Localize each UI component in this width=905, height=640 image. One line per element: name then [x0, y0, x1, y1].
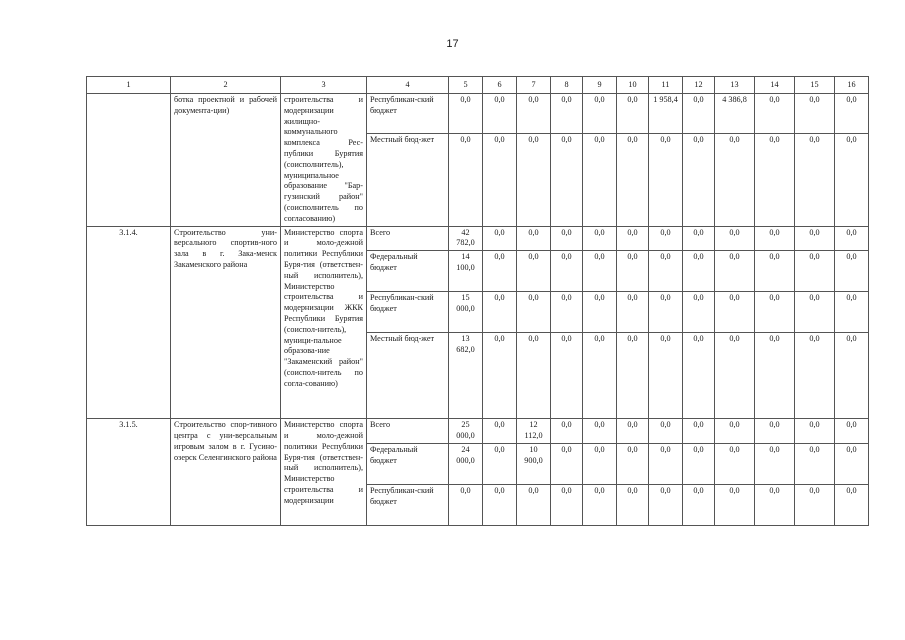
- funding-value: 0,0: [683, 94, 715, 134]
- funding-source: Республикан-ский бюджет: [367, 94, 449, 134]
- column-number: 6: [483, 77, 517, 94]
- funding-value: 0,0: [483, 251, 517, 292]
- item-code: 3.1.4.: [87, 226, 171, 419]
- funding-value: 0,0: [649, 484, 683, 525]
- funding-value: 0,0: [795, 251, 835, 292]
- funding-value: 0,0: [617, 134, 649, 226]
- funding-value: 0,0: [715, 333, 755, 419]
- funding-value: 0,0: [715, 134, 755, 226]
- funding-source: Федеральный бюджет: [367, 443, 449, 484]
- funding-value: 0,0: [617, 292, 649, 333]
- funding-value: 0,0: [795, 443, 835, 484]
- funding-value: 0,0: [835, 94, 869, 134]
- funding-value: 0,0: [649, 333, 683, 419]
- funding-value: 0,0: [683, 226, 715, 251]
- funding-value: 0,0: [715, 292, 755, 333]
- funding-value: 0,0: [835, 419, 869, 444]
- funding-value: 0,0: [755, 419, 795, 444]
- funding-value: 0,0: [483, 94, 517, 134]
- funding-value: 0,0: [795, 226, 835, 251]
- funding-value: 0,0: [795, 484, 835, 525]
- table-row: [87, 94, 869, 134]
- funding-value: 0,0: [835, 292, 869, 333]
- funding-value: 0,0: [795, 292, 835, 333]
- funding-value: 12 112,0: [517, 419, 551, 444]
- page-number: 17: [446, 38, 459, 50]
- column-number: 5: [449, 77, 483, 94]
- funding-value: 0,0: [617, 443, 649, 484]
- funding-value: 0,0: [755, 251, 795, 292]
- column-number: 7: [517, 77, 551, 94]
- funding-value: 0,0: [517, 251, 551, 292]
- funding-value: 10 900,0: [517, 443, 551, 484]
- funding-value: 0,0: [683, 292, 715, 333]
- item-executor: строительства и модернизации жилищно-коммунального комплекса Рес-публики Бурятия (соисполнитель), муниципальное образование "Бар-гузинский район" (соисполнитель по согласованию): [281, 94, 367, 227]
- funding-value: 0,0: [583, 134, 617, 226]
- funding-value: 0,0: [755, 134, 795, 226]
- funding-value: 0,0: [755, 94, 795, 134]
- funding-value: 0,0: [517, 292, 551, 333]
- funding-value: 0,0: [755, 226, 795, 251]
- funding-value: 0,0: [835, 251, 869, 292]
- funding-value: 0,0: [617, 484, 649, 525]
- funding-value: 0,0: [583, 419, 617, 444]
- item-executor: Министерство спорта и моло-дежной политики Республики Буря-тия (ответствен-ный исполнитель), Министерство строительства и модернизации ЖКК Республики Бурятия (соиспол-нитель), муници-пальное образова-ние "Закаменский район" (соиспол-нитель по согла-сованию): [281, 226, 367, 419]
- funding-source: Местный бюд-жет: [367, 333, 449, 419]
- funding-value: 0,0: [583, 292, 617, 333]
- funding-value: 13 682,0: [449, 333, 483, 419]
- funding-value: 0,0: [715, 419, 755, 444]
- funding-value: 0,0: [583, 484, 617, 525]
- funding-value: 0,0: [483, 226, 517, 251]
- column-number: 9: [583, 77, 617, 94]
- funding-value: 0,0: [551, 94, 583, 134]
- funding-value: 0,0: [617, 251, 649, 292]
- funding-value: 0,0: [551, 134, 583, 226]
- funding-value: 0,0: [683, 134, 715, 226]
- funding-value: 0,0: [617, 94, 649, 134]
- funding-value: 15 000,0: [449, 292, 483, 333]
- funding-value: 0,0: [795, 94, 835, 134]
- funding-value: 0,0: [449, 94, 483, 134]
- funding-value: 0,0: [583, 226, 617, 251]
- funding-value: 0,0: [449, 484, 483, 525]
- funding-value: 0,0: [715, 443, 755, 484]
- funding-value: 4 386,8: [715, 94, 755, 134]
- funding-value: 0,0: [715, 484, 755, 525]
- funding-value: 42 782,0: [449, 226, 483, 251]
- funding-source: Федеральный бюджет: [367, 251, 449, 292]
- funding-value: 0,0: [517, 134, 551, 226]
- budget-table: [86, 76, 869, 526]
- item-code: [87, 94, 171, 227]
- funding-value: 0,0: [551, 251, 583, 292]
- funding-value: 0,0: [649, 134, 683, 226]
- funding-value: 0,0: [551, 443, 583, 484]
- funding-value: 0,0: [617, 333, 649, 419]
- funding-value: 0,0: [835, 484, 869, 525]
- funding-value: 0,0: [551, 292, 583, 333]
- funding-value: 0,0: [835, 134, 869, 226]
- column-number: 12: [683, 77, 715, 94]
- funding-value: 0,0: [715, 226, 755, 251]
- item-executor: Министерство спорта и моло-дежной политики Республики Буря-тия (ответствен-ный исполнитель), Министерство строительства и модернизации: [281, 419, 367, 526]
- funding-value: 0,0: [583, 443, 617, 484]
- funding-value: 0,0: [551, 333, 583, 419]
- funding-value: 0,0: [683, 484, 715, 525]
- funding-value: 0,0: [835, 333, 869, 419]
- funding-value: 0,0: [617, 419, 649, 444]
- funding-value: 0,0: [649, 251, 683, 292]
- funding-value: 0,0: [517, 333, 551, 419]
- funding-value: 1 958,4: [649, 94, 683, 134]
- funding-source: Всего: [367, 419, 449, 444]
- funding-value: 0,0: [583, 333, 617, 419]
- table-row: [87, 419, 869, 444]
- funding-value: 0,0: [483, 134, 517, 226]
- column-number: 1: [87, 77, 171, 94]
- item-name: ботка проектной и рабочей документа-ции): [171, 94, 281, 227]
- funding-value: 0,0: [483, 484, 517, 525]
- funding-value: 0,0: [795, 333, 835, 419]
- column-number: 16: [835, 77, 869, 94]
- funding-value: 0,0: [755, 443, 795, 484]
- funding-source: Республикан-ский бюджет: [367, 292, 449, 333]
- funding-value: 0,0: [483, 333, 517, 419]
- funding-value: 0,0: [683, 333, 715, 419]
- column-number-row: [87, 77, 869, 94]
- item-name: Строительство спор-тивного центра с уни-версальным игровым залом в г. Гусино-озерск Селенгинского района: [171, 419, 281, 526]
- funding-value: 0,0: [517, 484, 551, 525]
- funding-value: 14 100,0: [449, 251, 483, 292]
- column-number: 8: [551, 77, 583, 94]
- funding-value: 0,0: [683, 419, 715, 444]
- column-number: 4: [367, 77, 449, 94]
- funding-value: 0,0: [683, 251, 715, 292]
- funding-value: 0,0: [517, 226, 551, 251]
- funding-value: 0,0: [755, 292, 795, 333]
- funding-value: 0,0: [449, 134, 483, 226]
- funding-value: 0,0: [755, 484, 795, 525]
- funding-value: 0,0: [483, 419, 517, 444]
- funding-source: Всего: [367, 226, 449, 251]
- funding-value: 0,0: [517, 94, 551, 134]
- funding-value: 0,0: [649, 226, 683, 251]
- column-number: 15: [795, 77, 835, 94]
- funding-value: 0,0: [583, 94, 617, 134]
- funding-source: Местный бюд-жет: [367, 134, 449, 226]
- funding-value: 0,0: [795, 134, 835, 226]
- funding-value: 25 000,0: [449, 419, 483, 444]
- funding-value: 0,0: [715, 251, 755, 292]
- funding-value: 0,0: [649, 419, 683, 444]
- funding-value: 0,0: [583, 251, 617, 292]
- funding-value: 0,0: [551, 226, 583, 251]
- funding-value: 0,0: [835, 226, 869, 251]
- funding-value: 0,0: [551, 484, 583, 525]
- item-code: 3.1.5.: [87, 419, 171, 526]
- funding-value: 0,0: [483, 292, 517, 333]
- funding-source: Республикан-ский бюджет: [367, 484, 449, 525]
- item-name: Строительство уни-версального спортив-ного зала в г. Зака-менск Закаменского района: [171, 226, 281, 419]
- funding-value: 0,0: [649, 292, 683, 333]
- funding-value: 0,0: [835, 443, 869, 484]
- column-number: 11: [649, 77, 683, 94]
- funding-value: 0,0: [649, 443, 683, 484]
- funding-value: 0,0: [551, 419, 583, 444]
- funding-value: 0,0: [755, 333, 795, 419]
- funding-value: 24 000,0: [449, 443, 483, 484]
- column-number: 10: [617, 77, 649, 94]
- funding-value: 0,0: [483, 443, 517, 484]
- funding-value: 0,0: [795, 419, 835, 444]
- table-row: [87, 226, 869, 251]
- funding-value: 0,0: [683, 443, 715, 484]
- column-number: 3: [281, 77, 367, 94]
- column-number: 2: [171, 77, 281, 94]
- funding-value: 0,0: [617, 226, 649, 251]
- column-number: 13: [715, 77, 755, 94]
- column-number: 14: [755, 77, 795, 94]
